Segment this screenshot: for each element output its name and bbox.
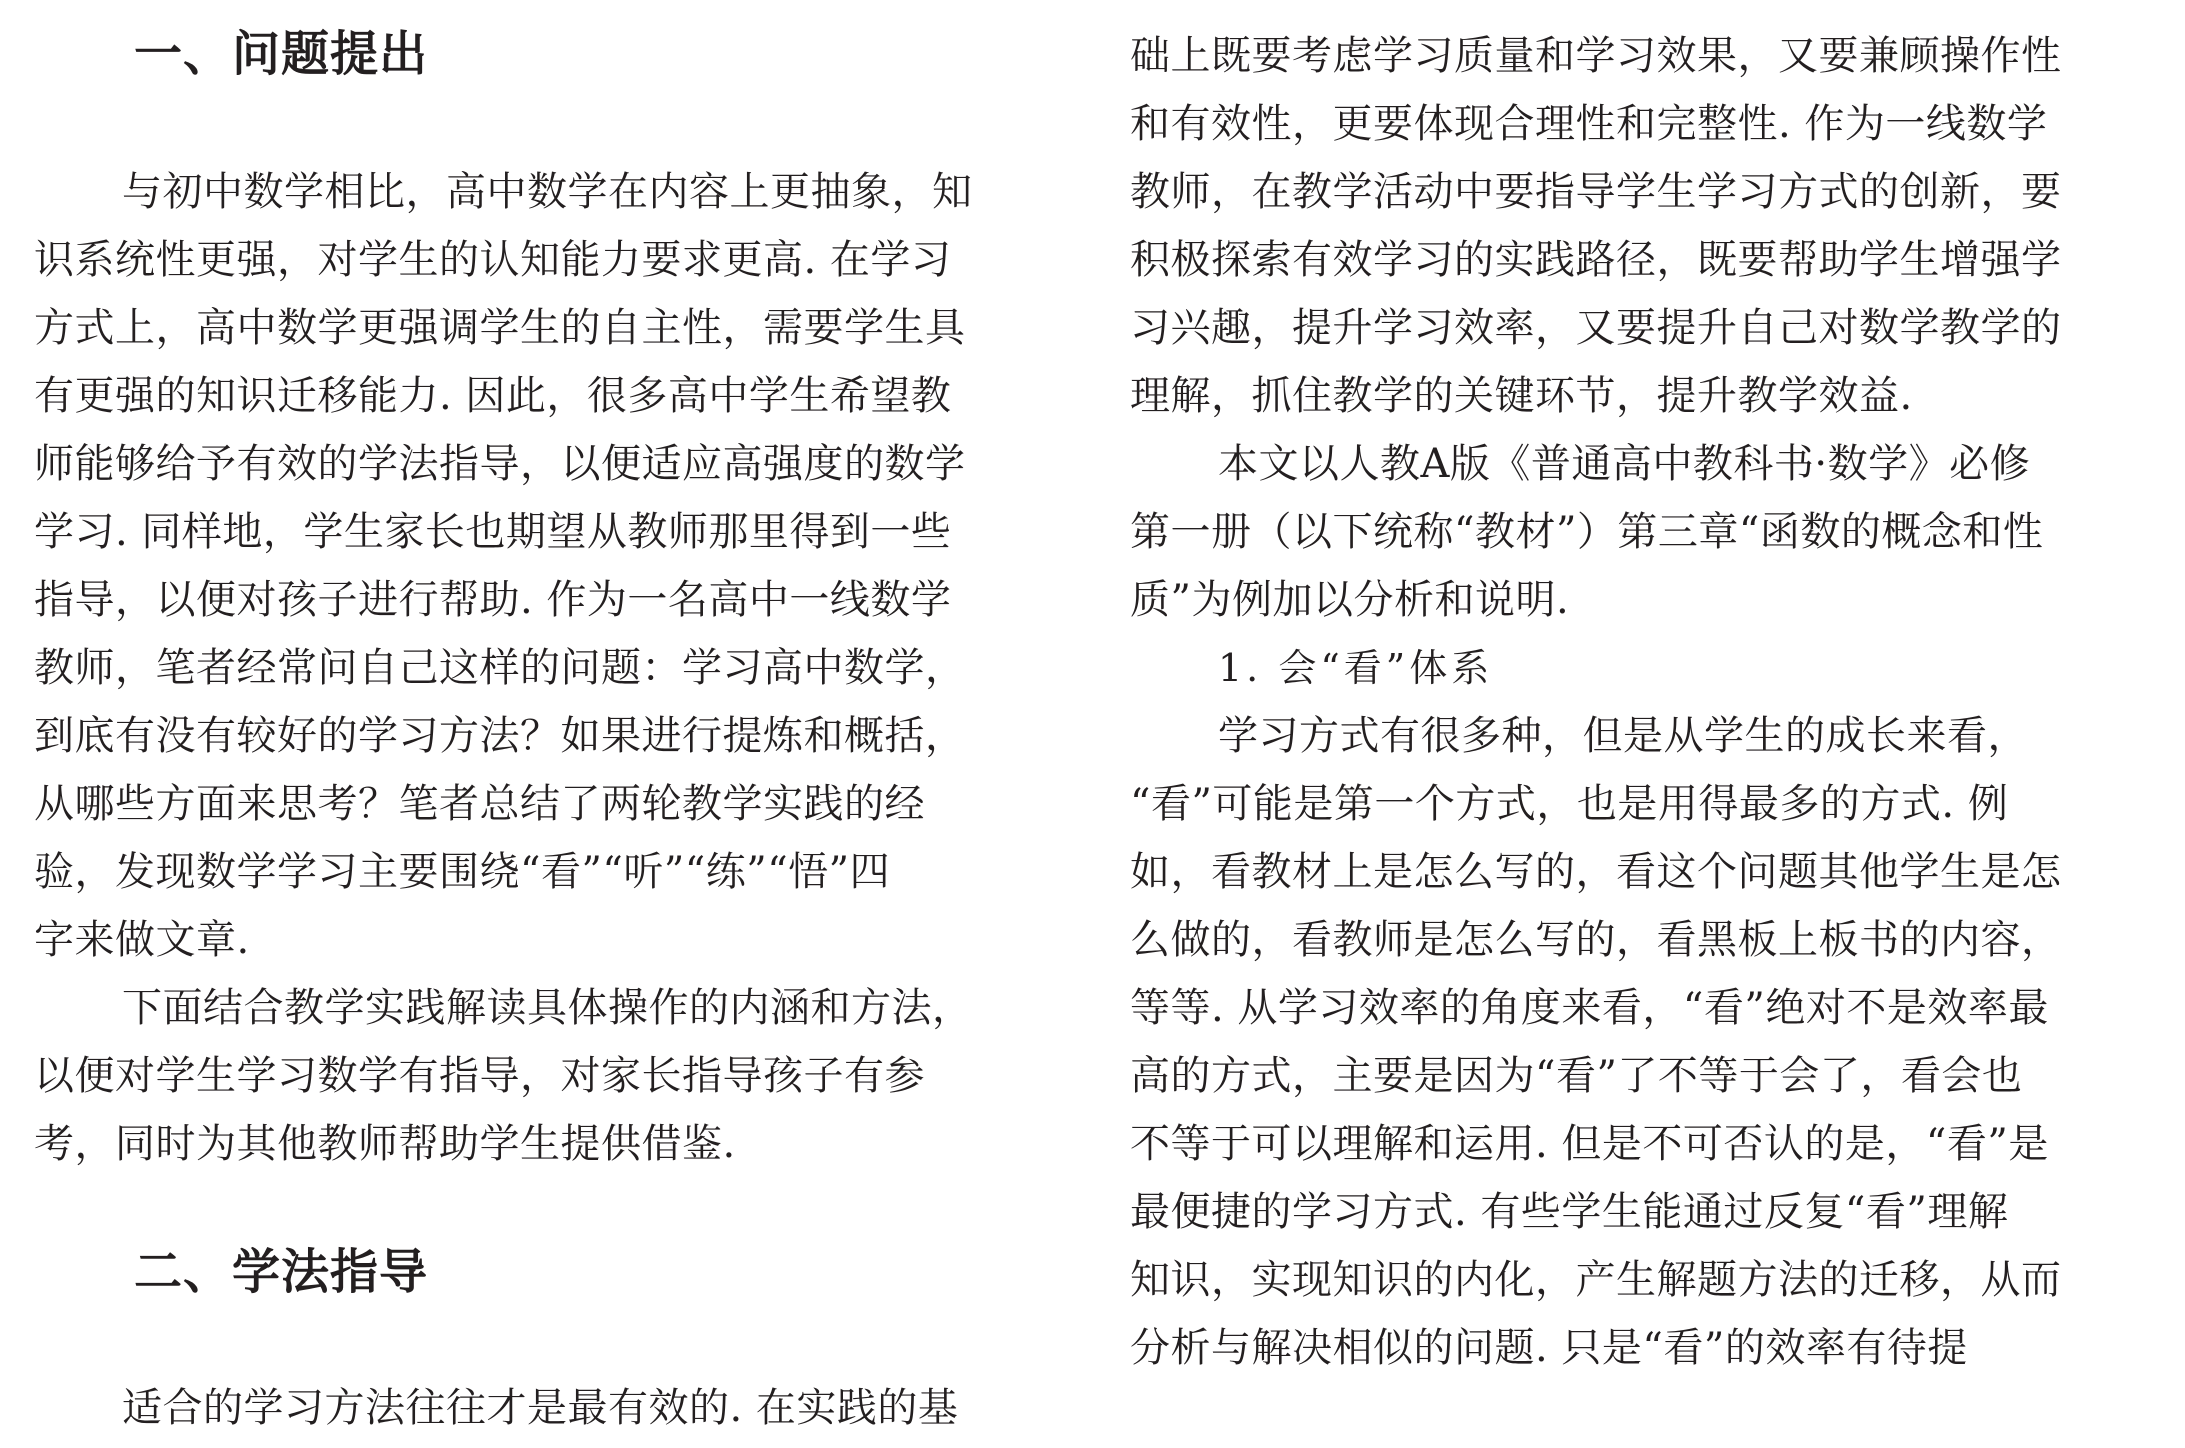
text-line: 以便对学生学习数学有指导，对家长指导孩子有参	[34, 1053, 925, 1099]
text-line: 到底有没有较好的学习方法？如果进行提炼和概括，	[34, 713, 966, 759]
text-line: 理解，抓住教学的关键环节，提升教学效益.	[1130, 373, 1913, 419]
text-line: 等等. 从学习效率的角度来看，“看”绝对不是效率最	[1130, 985, 2049, 1031]
text-line: 习兴趣，提升学习效率，又要提升自己对数学教学的	[1130, 305, 2062, 351]
text-line: 下面结合教学实践解读具体操作的内涵和方法，	[122, 985, 973, 1031]
text-line: 教师，笔者经常问自己这样的问题：学习高中数学，	[34, 645, 966, 691]
text-line: 师能够给予有效的学法指导，以便适应高强度的数学	[34, 441, 966, 487]
subsection-heading-look: 1. 会“看”体系	[1218, 646, 1494, 690]
text-line: 有更强的知识迁移能力. 因此，很多高中学生希望教	[34, 373, 952, 419]
text-line: 教师，在教学活动中要指导学生学习方式的创新，要	[1130, 169, 2062, 215]
text-line: 高的方式，主要是因为“看”了不等于会了，看会也	[1130, 1053, 2023, 1099]
text-line: 从哪些方面来思考？笔者总结了两轮教学实践的经	[34, 781, 925, 827]
text-line: 最便捷的学习方式. 有些学生能通过反复“看”理解	[1130, 1189, 2009, 1235]
text-line: 知识，实现知识的内化，产生解题方法的迁移，从而	[1130, 1257, 2062, 1303]
text-line: 考，同时为其他教师帮助学生提供借鉴.	[34, 1121, 736, 1167]
text-line: 学习. 同样地，学生家长也期望从教师那里得到一些	[34, 509, 952, 555]
text-line: 么做的，看教师是怎么写的，看黑板上板书的内容，	[1130, 917, 2062, 963]
text-line: 如，看教材上是怎么写的，看这个问题其他学生是怎	[1130, 849, 2062, 895]
section-heading-guidance: 二、学法指导	[134, 1244, 429, 1300]
text-line: 字来做文章.	[34, 917, 250, 963]
text-line: 第一册（以下统称“教材”）第三章“函数的概念和性	[1130, 509, 2044, 555]
text-line: 不等于可以理解和运用. 但是不可否认的是，“看”是	[1130, 1121, 2049, 1167]
text-line: 指导，以便对孩子进行帮助. 作为一名高中一线数学	[34, 577, 952, 623]
text-line: 与初中数学相比，高中数学在内容上更抽象，知	[122, 169, 973, 215]
text-line: 础上既要考虑学习质量和学习效果，又要兼顾操作性	[1130, 33, 2062, 79]
text-line: 适合的学习方法往往才是最有效的. 在实践的基	[122, 1385, 959, 1431]
text-line: 验，发现数学学习主要围绕“看”“听”“练”“悟”四	[34, 849, 891, 895]
text-line: 和有效性，更要体现合理性和完整性. 作为一线数学	[1130, 101, 2048, 147]
text-line: 分析与解决相似的问题. 只是“看”的效率有待提	[1130, 1325, 1968, 1371]
text-line: 学习方式有很多种，但是从学生的成长来看，	[1218, 713, 2028, 759]
section-heading-problem: 一、问题提出	[134, 26, 429, 82]
text-line: 识系统性更强，对学生的认知能力要求更高. 在学习	[34, 237, 952, 283]
text-line: 积极探索有效学习的实践路径，既要帮助学生增强学	[1130, 237, 2062, 283]
text-line: “看”可能是第一个方式，也是用得最多的方式. 例	[1130, 781, 2009, 827]
text-line: 方式上，高中数学更强调学生的自主性，需要学生具	[34, 305, 966, 351]
text-line: 质”为例加以分析和说明.	[1130, 577, 1570, 623]
text-line: 本文以人教A版《普通高中教科书·数学》必修	[1218, 441, 2031, 487]
